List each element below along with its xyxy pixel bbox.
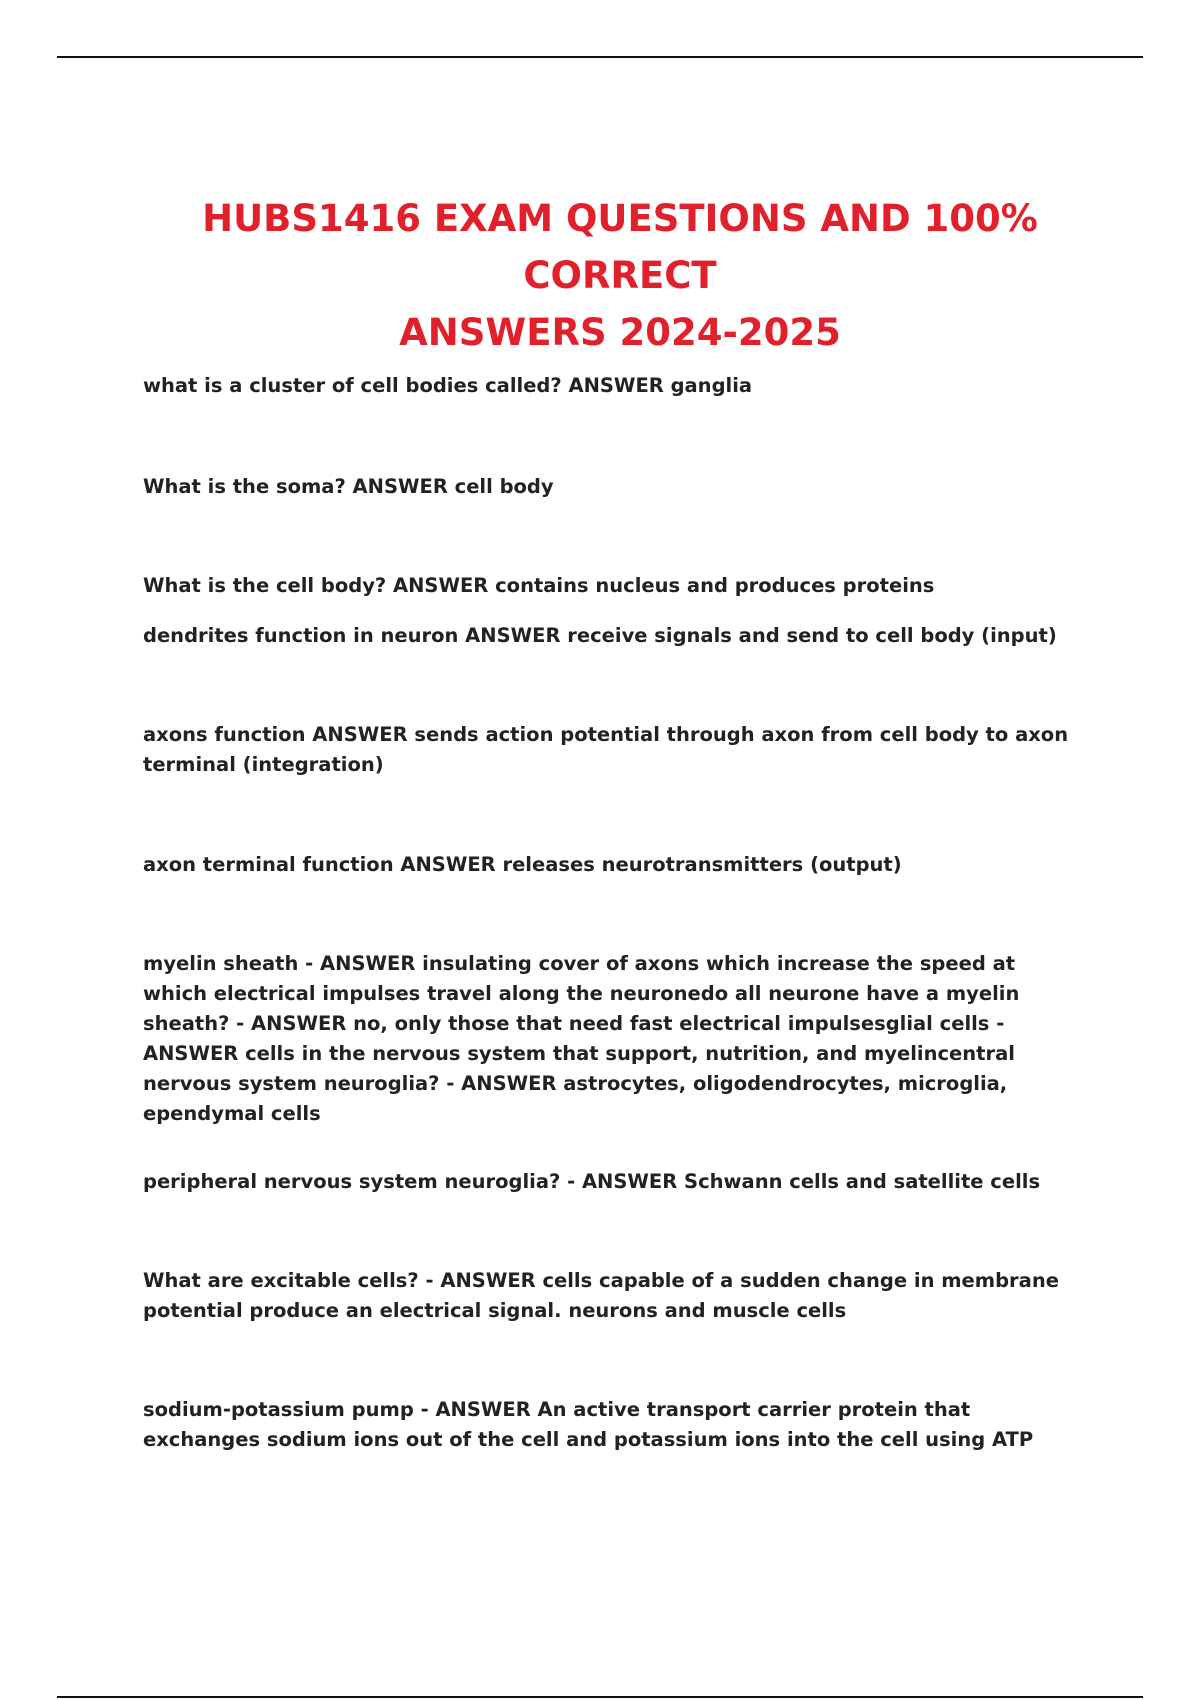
qa-item: peripheral nervous system neuroglia? - ANSWER Schwann cells and satellite cells bbox=[143, 1170, 1041, 1193]
title-line-1: HUBS1416 EXAM QUESTIONS AND 100% CORRECT bbox=[202, 197, 1038, 297]
qa-item: sodium-potassium pump - ANSWER An active transport carrier protein that exchanges sodium ions out of the cell and potassium ions into the cell using ATP bbox=[143, 1398, 1034, 1451]
document-title bbox=[100, 190, 1140, 361]
qa-item: dendrites function in neuron ANSWER receive signals and send to cell body (input) bbox=[143, 624, 1057, 647]
qa-item: myelin sheath - ANSWER insulating cover of axons which increase the speed at which electrical impulses travel along the neuronedo all neurone have a myelin sheath? - ANSWER no, only those that need fast electrical impulsesglial cells - ANSWER cells in the nervous system that support, nutrition, and myelincentral nervous system neuroglia? - ANSWER astrocytes, oligodendrocytes, microglia, ependymal cells bbox=[143, 952, 1020, 1125]
qa-item: What are excitable cells? - ANSWER cells capable of a sudden change in membrane potential produce an electrical signal. neurons and muscle cells bbox=[143, 1269, 1059, 1322]
top-rule bbox=[57, 56, 1143, 58]
title-line-2: ANSWERS 2024-2025 bbox=[399, 311, 841, 354]
qa-item: axon terminal function ANSWER releases neurotransmitters (output) bbox=[143, 853, 902, 876]
qa-item: axons function ANSWER sends action potential through axon from cell body to axon terminal (integration) bbox=[143, 723, 1069, 776]
bottom-rule bbox=[57, 1696, 1143, 1698]
qa-item: What is the cell body? ANSWER contains nucleus and produces proteins bbox=[143, 574, 935, 597]
qa-item: What is the soma? ANSWER cell body bbox=[143, 475, 554, 498]
qa-item: what is a cluster of cell bodies called? ANSWER ganglia bbox=[143, 374, 753, 397]
